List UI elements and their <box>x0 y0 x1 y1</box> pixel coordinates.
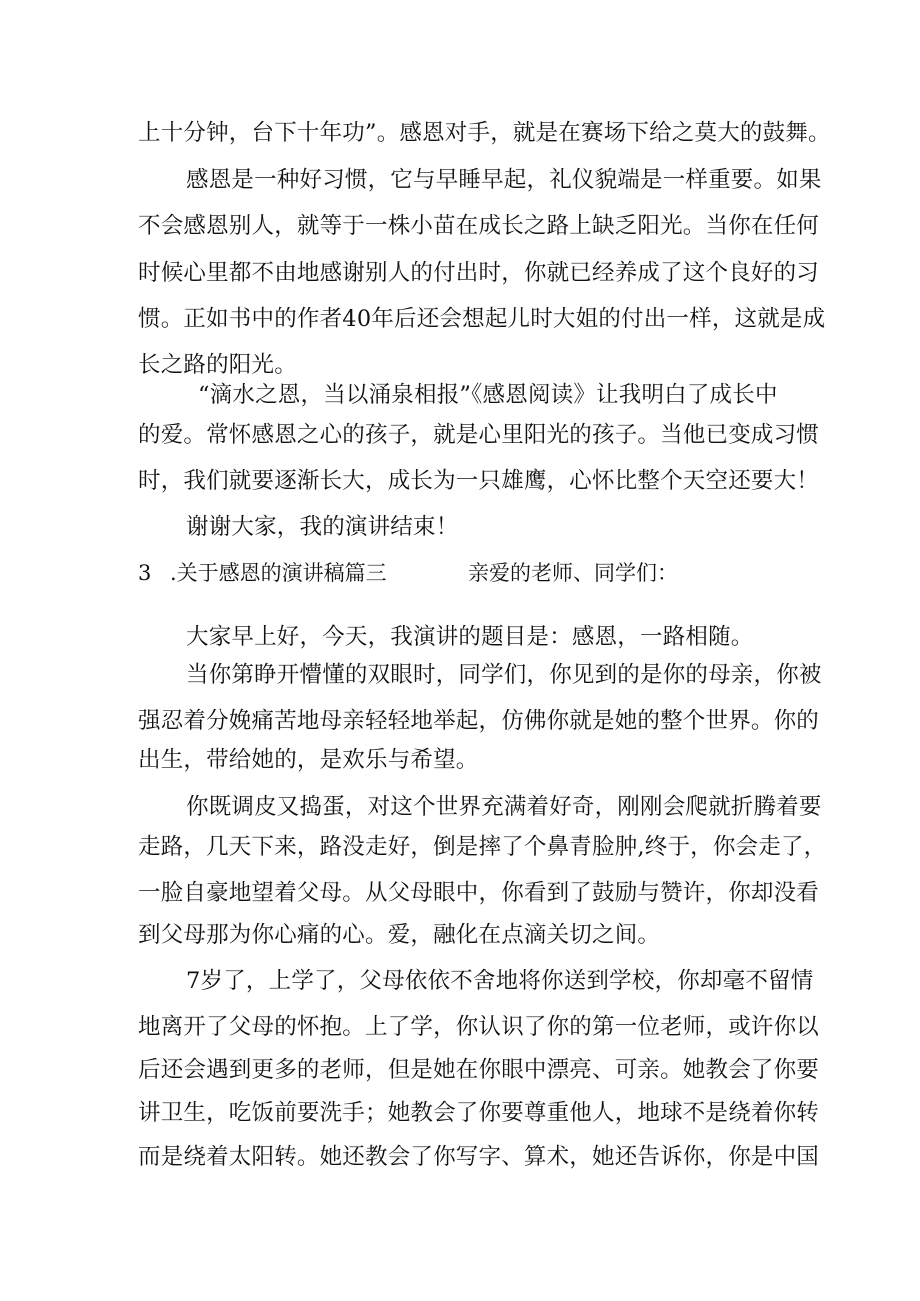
text-line: 长之路的阳光。 <box>138 352 297 378</box>
text-line: 不会感恩别人，就等于一株小苗在成长之路上缺乏阳光。当你在任何 <box>138 213 820 239</box>
text-line: “滴水之恩，当以涌泉相报”《感恩阅读》让我明白了成长中 <box>198 382 778 408</box>
text-line: 地离开了父母的怀抱。上了学，你认识了你的第一位老师，或许你以 <box>138 1014 820 1040</box>
text-line: 时候心里都不由地感谢别人的付出时，你就已经养成了这个良好的习 <box>138 260 820 286</box>
text-line: 感恩是一种好习惯，它与早睡早起，礼仪貌端是一样重要。如果 <box>186 167 822 193</box>
text-line: 时，我们就要逐渐长大，成长为一只雄鹰，心怀比整个天空还要大！ <box>138 468 820 494</box>
text-line: 到父母那为你心痛的心。爱，融化在点滴关切之间。 <box>138 922 661 948</box>
text-line: 谢谢大家，我的演讲结束！ <box>186 514 459 540</box>
text-line: 惯。正如书中的作者40年后还会想起儿时大姐的付出一样，这就是成 <box>138 306 826 332</box>
section-greeting: 亲爱的老师、同学们： <box>468 561 678 585</box>
section-heading <box>138 558 788 588</box>
text-line: 而是绕着太阳转。她还教会了你写字、算术，她还告诉你，你是中国 <box>138 1144 820 1170</box>
text-line: 7岁了，上学了，父母依依不舍地将你送到学校，你却毫不留情 <box>186 968 814 994</box>
text-line: 上十分钟，台下十年功”。感恩对手，就是在赛场下给之莫大的鼓舞。 <box>138 120 831 146</box>
text-line: 出生，带给她的，是欢乐与希望。 <box>138 747 479 773</box>
section-number: 3 <box>138 561 152 585</box>
text-line: 你既调皮又捣蛋，对这个世界充满着好奇，刚刚会爬就折腾着要 <box>186 794 822 820</box>
text-line: 大家早上好，今天，我演讲的题目是：感恩，一路相随。 <box>186 624 754 650</box>
text-line: 一脸自豪地望着父母。从父母眼中，你看到了鼓励与赞许，你却没看 <box>138 880 820 906</box>
text-line: 走路，几天下来，路没走好，倒是摔了个鼻青脸肿,终于，你会走了， <box>138 834 827 860</box>
text-line: 强忍着分娩痛苦地母亲轻轻地举起，仿佛你就是她的整个世界。你的 <box>138 708 820 734</box>
text-line: 讲卫生，吃饭前要洗手；她教会了你要尊重他人，地球不是绕着你转 <box>138 1100 820 1126</box>
text-line: 后还会遇到更多的老师，但是她在你眼中漂亮、可亲。她教会了你要 <box>138 1057 820 1083</box>
text-line: 当你第睁开懵懂的双眼时，同学们，你见到的是你的母亲，你被 <box>186 662 822 688</box>
section-title: .关于感恩的演讲稿篇三 <box>170 561 387 585</box>
text-line: 的爱。常怀感恩之心的孩子，就是心里阳光的孩子。当他已变成习惯 <box>138 422 820 448</box>
